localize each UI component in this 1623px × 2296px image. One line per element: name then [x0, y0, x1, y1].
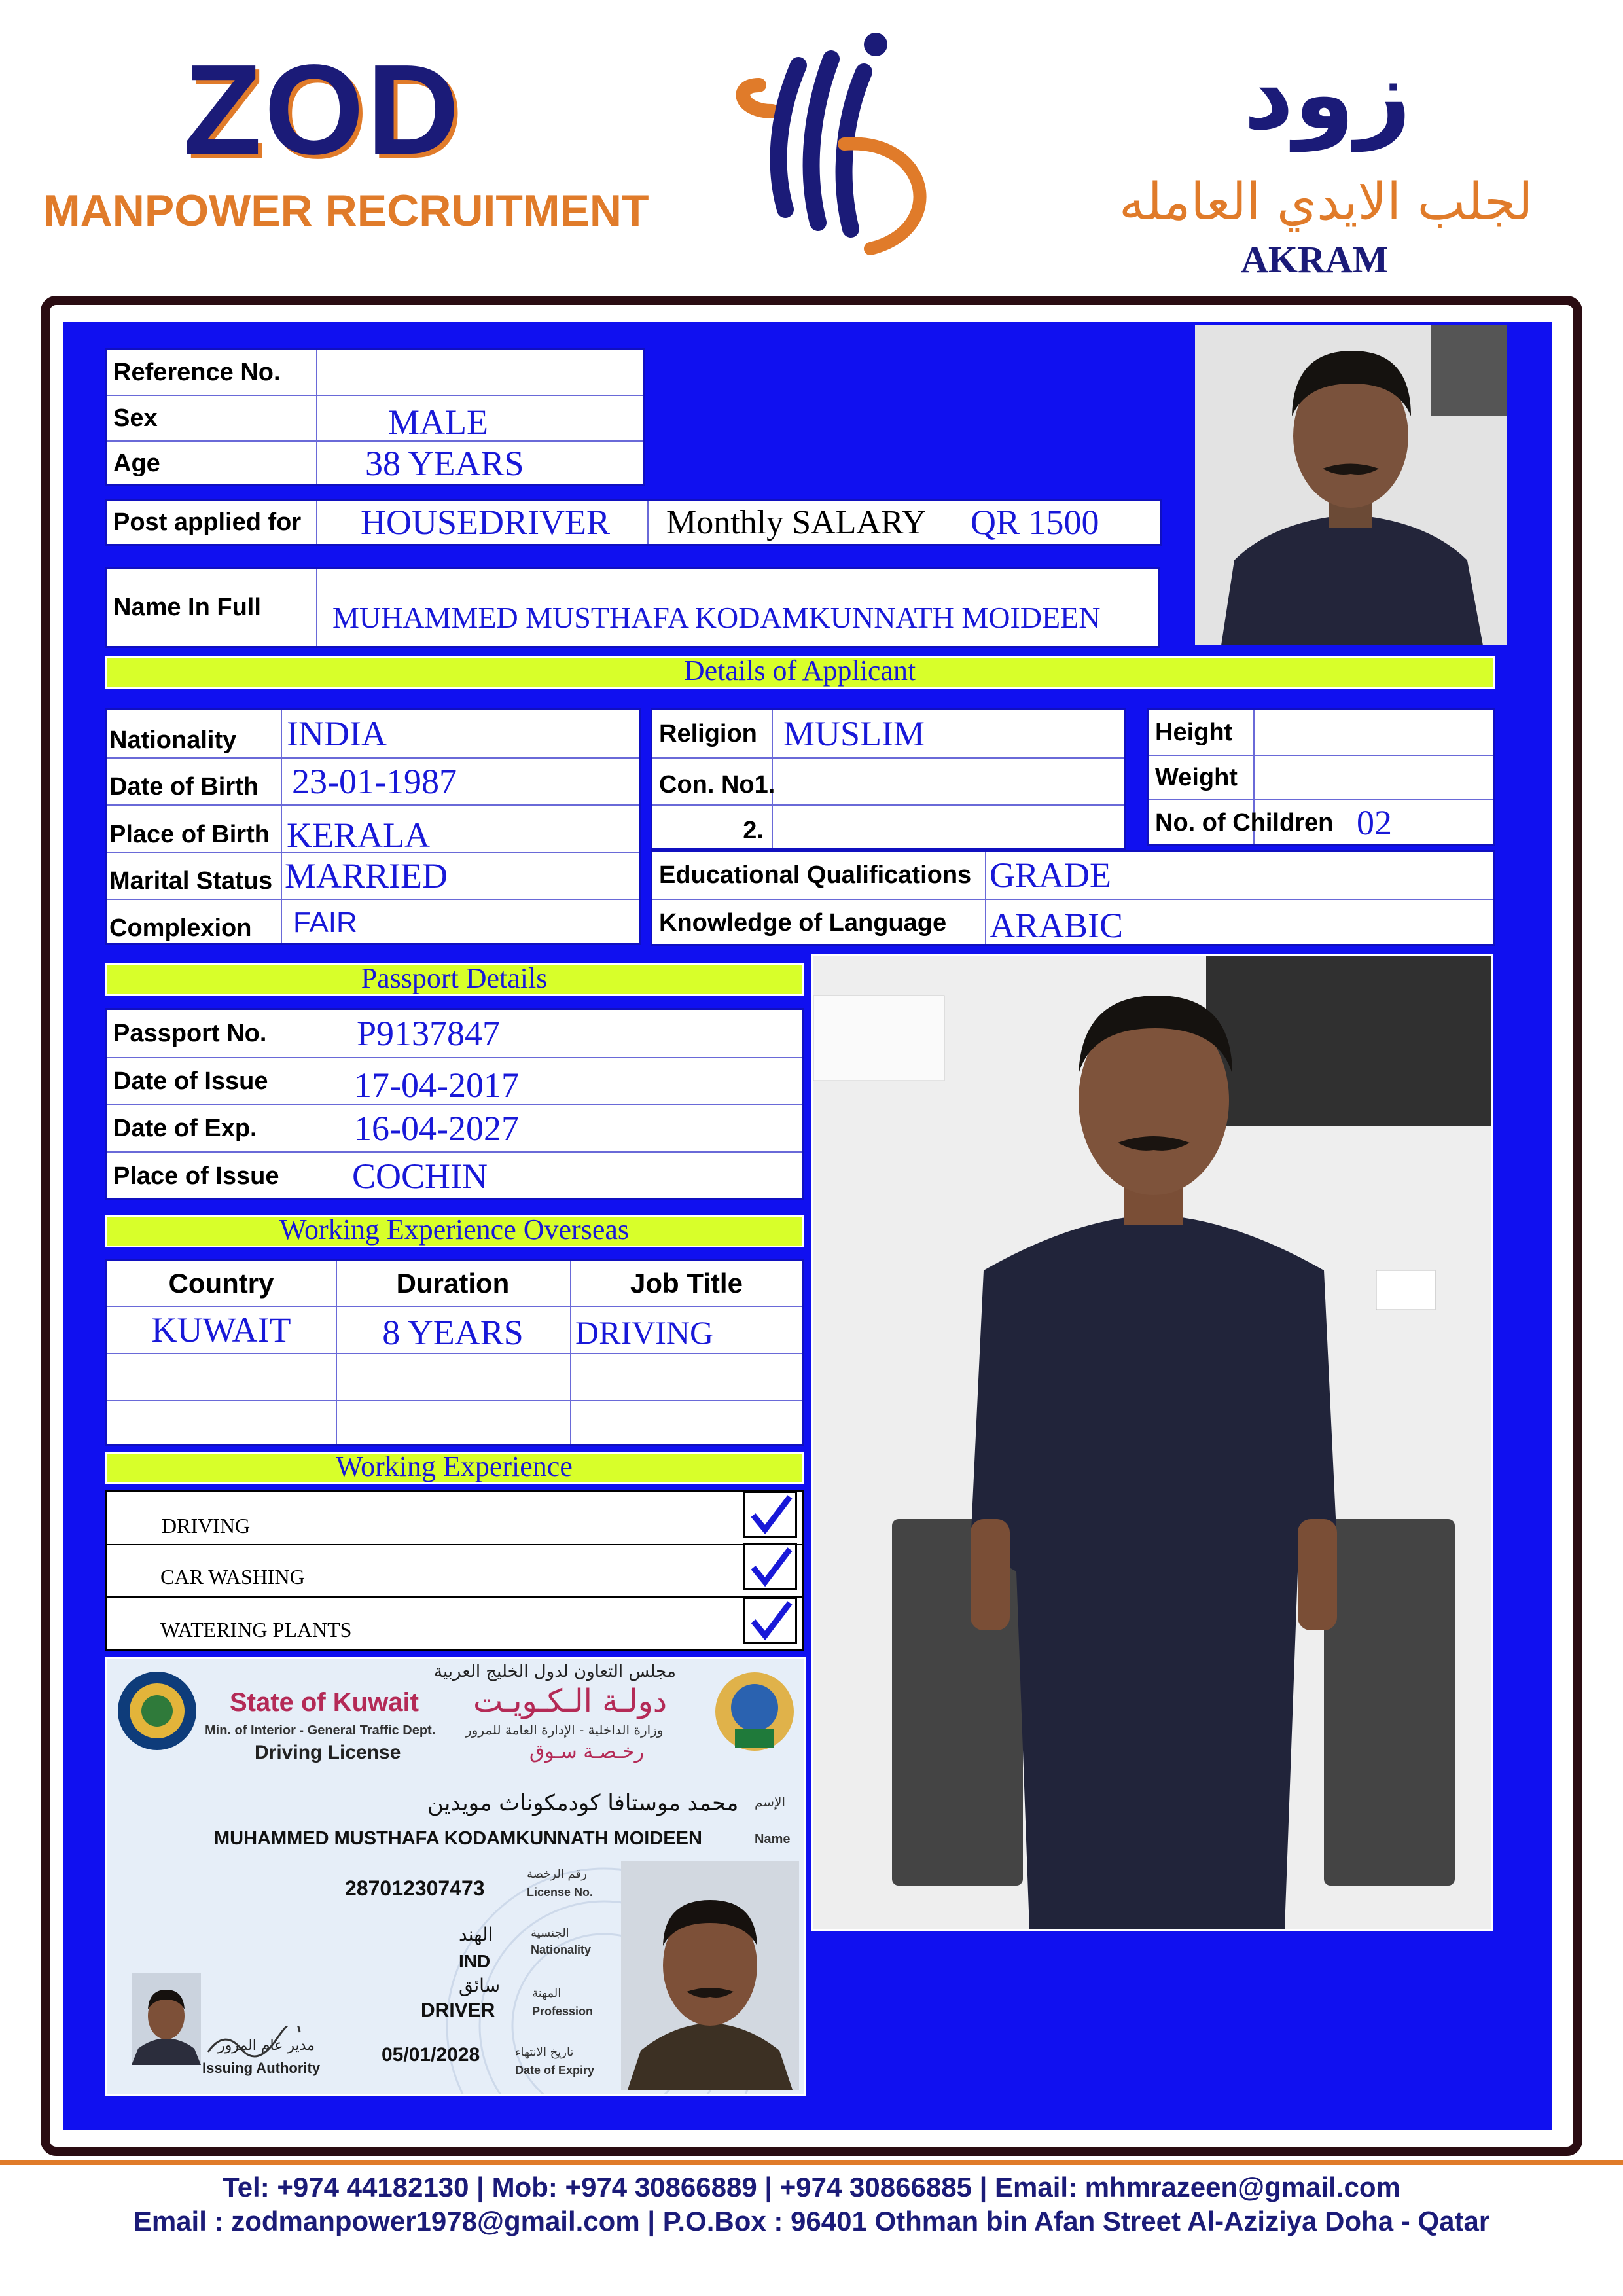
age-label: Age [113, 449, 160, 477]
license-state: State of Kuwait [230, 1688, 419, 1717]
table-row [107, 1307, 802, 1354]
row-country: KUWAIT [151, 1310, 291, 1350]
name-table [105, 567, 1160, 648]
footer-contact-line2: Email : zodmanpower1978@gmail.com | P.O.Box : 96401 Othman bin Afan Street Al-Aziziya Doha - Qatar [133, 2206, 1490, 2236]
age-value: 38 YEARS [365, 444, 524, 483]
expiry-date-value: 16-04-2027 [354, 1109, 519, 1148]
complexion-value: FAIR [293, 906, 357, 939]
kuwait-emblem-icon [709, 1666, 800, 1757]
experience-item: CAR WASHING [160, 1564, 305, 1588]
brand-subtitle-arabic: لجلب الايدي العامله [1119, 173, 1533, 232]
experience-item: WATERING PLANTS [160, 1617, 352, 1641]
religion-table [651, 708, 1126, 850]
weight-label: Weight [1155, 763, 1238, 791]
passport-table [105, 1008, 804, 1200]
issue-place-value: COCHIN [352, 1157, 488, 1196]
dob-label: Date of Birth [109, 772, 259, 800]
education-label: Educational Qualifications [659, 861, 972, 889]
passport-header: Passport Details [105, 963, 804, 996]
gcc-arabic-text: مجلس التعاون لدول الخليج العربية [434, 1662, 676, 1681]
row-duration: 8 YEARS [382, 1313, 524, 1352]
experience-header: Working Experience [105, 1452, 804, 1484]
table-row-empty [107, 1401, 802, 1447]
nationality-label: Nationality [109, 726, 237, 754]
license-nationality-arabic: الهند [459, 1924, 493, 1945]
overseas-table [105, 1259, 804, 1446]
checkmark-icon [745, 1493, 795, 1536]
agent-name: AKRAM [1241, 238, 1389, 281]
passport-no-label: Passport No. [113, 1019, 267, 1047]
brand-subtitle: MANPOWER RECRUITMENT [43, 186, 649, 236]
contact1-label: Con. No1. [659, 770, 776, 798]
col-duration: Duration [396, 1268, 510, 1299]
license-name-label: Name [755, 1832, 791, 1846]
license-number-label: License No. [527, 1886, 594, 1899]
license-authority-arabic: مدير عام المرور [218, 2037, 315, 2054]
applicant-full-photo [812, 954, 1493, 1931]
row-job-title: DRIVING [575, 1314, 714, 1351]
col-job-title: Job Title [630, 1268, 743, 1299]
physical-table [1147, 708, 1495, 846]
license-title: Driving License [255, 1742, 401, 1763]
brand-name-arabic: زود [1243, 38, 1412, 152]
issue-date-label: Date of Issue [113, 1067, 268, 1095]
issue-date-value: 17-04-2017 [354, 1066, 519, 1105]
nationality-value: INDIA [287, 714, 387, 753]
table-row-empty [107, 1354, 802, 1401]
checkbox-driving[interactable] [743, 1491, 797, 1538]
license-number: 287012307473 [345, 1876, 485, 1900]
brand-name: ZOD [183, 38, 462, 181]
license-ministry: Min. of Interior - General Traffic Dept. [205, 1723, 436, 1738]
sex-value: MALE [388, 403, 488, 442]
license-expiry-label-arabic: تاريخ الانتهاء [515, 2045, 574, 2059]
dob-value: 23-01-1987 [292, 762, 457, 801]
details-header: Details of Applicant [105, 656, 1495, 689]
checkmark-icon [745, 1545, 795, 1588]
license-expiry: 05/01/2028 [382, 2044, 480, 2066]
contact2-label: 2. [743, 816, 764, 844]
religion-label: Religion [659, 719, 757, 747]
complexion-label: Complexion [109, 914, 252, 942]
reference-label: Reference No. [113, 358, 281, 386]
footer-divider [0, 2160, 1623, 2165]
license-name-label-arabic: الإسم [755, 1794, 786, 1810]
salary-value: QR 1500 [971, 503, 1099, 542]
salary-label: Monthly SALARY [666, 503, 927, 541]
education-value: GRADE [990, 855, 1111, 895]
education-table [651, 850, 1495, 946]
license-nationality-label-arabic: الجنسية [531, 1926, 569, 1940]
language-label: Knowledge of Language [659, 908, 947, 937]
name-label: Name In Full [113, 593, 261, 621]
applicant-portrait [1195, 325, 1507, 645]
marital-label: Marital Status [109, 867, 273, 895]
footer-contact-line1: Tel: +974 44182130 | Mob: +974 30866889 | +974 30866885 | Email: mhmrazeen@gmail.com [223, 2172, 1400, 2202]
religion-value: MUSLIM [783, 714, 925, 753]
experience-item: DRIVING [162, 1513, 251, 1537]
checkbox-car-washing[interactable] [743, 1543, 797, 1590]
license-profession-arabic: سائق [459, 1975, 501, 1996]
name-value: MUHAMMED MUSTHAFA KODAMKUNNATH MOIDEEN [332, 600, 1101, 634]
driving-license-card [105, 1657, 806, 2096]
license-state-arabic: دولـة الـكـويـت [473, 1683, 668, 1719]
language-value: ARABIC [990, 906, 1124, 945]
license-authority: Issuing Authority [202, 2060, 321, 2076]
license-nationality-label: Nationality [531, 1943, 592, 1956]
zod-logo-icon [733, 13, 942, 268]
checkmark-icon [745, 1599, 795, 1642]
license-title-arabic: رخـصـة سـوق [529, 1740, 644, 1763]
license-expiry-label: Date of Expiry [515, 2064, 595, 2077]
pob-label: Place of Birth [109, 820, 270, 848]
license-small-photo [132, 1973, 201, 2065]
pob-value: KERALA [287, 816, 430, 855]
license-nationality: IND [459, 1951, 491, 1971]
sex-label: Sex [113, 404, 158, 432]
children-value: 02 [1357, 803, 1392, 842]
children-label: No. of Children [1155, 808, 1334, 836]
col-country: Country [168, 1268, 274, 1299]
checkbox-watering-plants[interactable] [743, 1597, 797, 1644]
license-name: MUHAMMED MUSTHAFA KODAMKUNNATH MOIDEEN [214, 1828, 702, 1849]
marital-value: MARRIED [285, 856, 448, 895]
list-item [107, 1598, 802, 1650]
license-profession-label: Profession [532, 2005, 594, 2018]
gcc-emblem-icon [115, 1668, 200, 1753]
license-name-arabic: محمد موستافا كودمكوناث مويدين [427, 1790, 739, 1816]
license-photo [621, 1861, 799, 2090]
expiry-date-label: Date of Exp. [113, 1114, 257, 1142]
details-left-table [105, 708, 641, 945]
height-label: Height [1155, 718, 1233, 746]
license-ministry-arabic: وزارة الداخلية - الإدارة العامة للمرور [465, 1722, 664, 1738]
signature-icon [205, 2026, 303, 2058]
basic-info-table [105, 348, 645, 486]
experience-list [105, 1490, 804, 1651]
post-label: Post applied for [113, 508, 302, 536]
license-number-label-arabic: رقم الرخصة [527, 1867, 587, 1881]
issue-place-label: Place of Issue [113, 1162, 279, 1190]
overseas-header: Working Experience Overseas [105, 1215, 804, 1247]
license-profession-label-arabic: المهنة [532, 1986, 562, 2000]
post-value: HOUSEDRIVER [361, 503, 611, 542]
passport-no-value: P9137847 [357, 1014, 501, 1053]
list-item [107, 1492, 802, 1545]
list-item [107, 1545, 802, 1598]
post-table [105, 499, 1162, 546]
license-profession: DRIVER [421, 2000, 495, 2021]
